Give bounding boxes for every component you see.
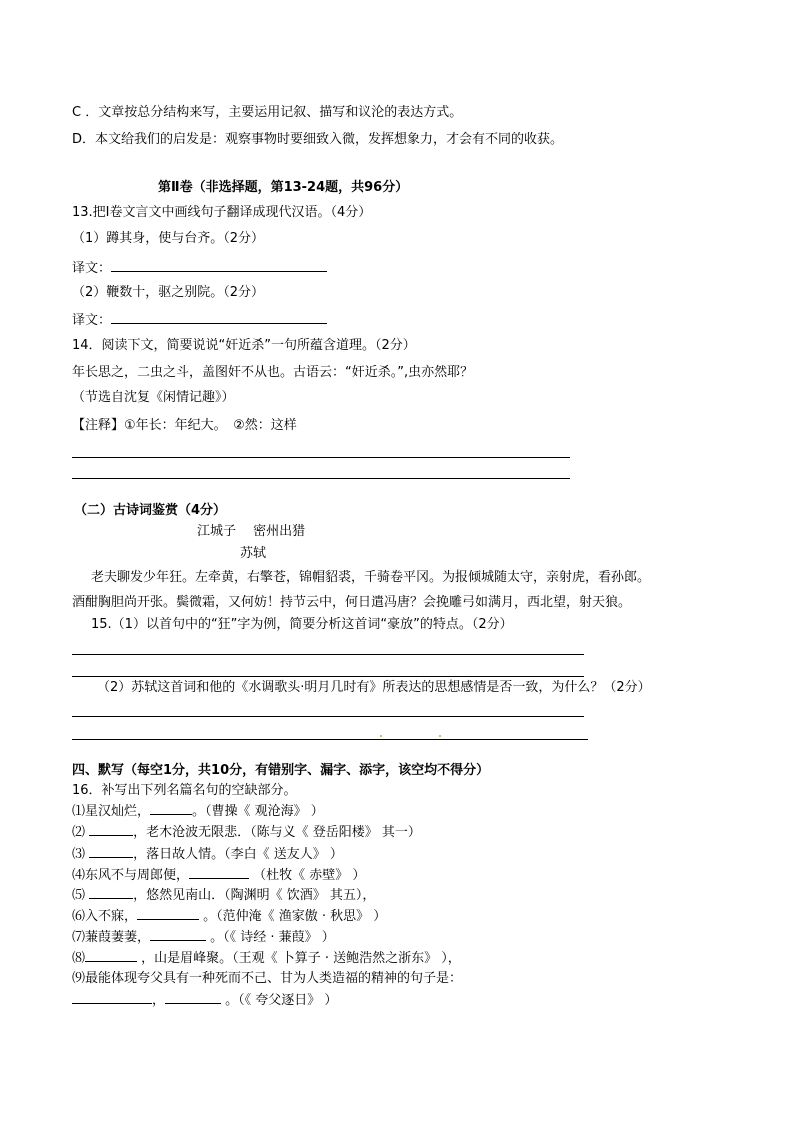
part2-title: 第Ⅱ卷（非选择题，第13-24题，共96分） [158,180,409,195]
dictation-heading: 四、默写（每空1分，共10分，有错别字、漏字、添字，该空均不得分） [72,763,490,778]
answer-rule[interactable] [72,676,584,677]
stray-mark [380,735,382,737]
option-d: D．本文给我们的启发是：观察事物时要细致入微，发挥想象力，才会有不同的收获。 [72,132,564,147]
answer-blank[interactable] [111,259,327,272]
poetry-heading: （二）古诗词鉴赏（4分） [74,503,227,518]
question-16: 16．补写出下列名篇名句的空缺部分。 [72,783,297,798]
question-14-source: （节选自沈复《闲情记趣》） [72,390,235,405]
question-14-note: 【注释】①年长：年纪大。 ②然：这样 [72,418,297,433]
poem-author: 苏轼 [240,546,267,561]
dictation-item-3: ⑶ ，落日故人情。（李白《 送友人》 ） [72,847,343,862]
stray-mark [439,735,441,737]
question-15-1: 15.（1）以首句中的“狂”字为例，简要分析这首词“豪放”的特点。（2分） [91,617,513,632]
answer-blank[interactable] [111,311,327,324]
question-13: 13.把Ⅰ卷文言文中画线句子翻译成现代汉语。（4分） [72,205,372,220]
answer-rule[interactable] [72,478,570,479]
translation-line-1 [72,259,327,278]
question-14: 14．阅读下文，简要说说“奸近杀”一句所蕴含道理。（2分） [72,338,416,353]
translation-label: 译文： [72,261,112,276]
dictation-item-6: ⑹入不寐， 。（范仲淹《 渔家傲 · 秋思》 ） [72,909,387,924]
fill-blank[interactable] [137,907,199,920]
answer-rule[interactable] [72,739,588,740]
dictation-item-7: ⑺蒹葭萋萋， 。（《 诗经 · 蒹葭》 ） [72,930,335,945]
question-14-text: 年长思之，二虫之斗，盖图奸不从也。古语云：“奸近杀。”,虫亦然耶？ [72,365,474,380]
question-15-2: （2）苏轼这首词和他的《水调歌头·明月几时有》所表达的思想感情是否一致，为什么？（2分） [97,680,651,695]
dictation-item-4: ⑷东风不与周郎便， （杜牧《 赤壁》 ） [72,868,366,883]
fill-blank[interactable] [189,866,249,879]
fill-blank[interactable] [89,823,133,836]
fill-blank[interactable] [89,845,133,858]
fill-blank[interactable] [150,802,192,815]
dictation-item-8: ⑻ ，山是眉峰聚。（王观《 卜算子 · 送鲍浩然之浙东》 ）， [72,951,461,966]
question-13-2: （2）鞭数十，驱之别院。（2分） [72,285,265,300]
translation-line-2 [72,311,327,330]
poem-line-1: 老夫聊发少年狂。左牵黄，右擎苍，锦帽貂裘，千骑卷平冈。为报倾城随太守，亲射虎，看孙郎。 [91,570,651,585]
dictation-item-9: ⑼最能体现夸父具有一种死而不己、甘为人类造福的精神的句子是： [72,971,463,986]
dictation-item-9-blanks: ， 。（《 夸父逐日》 ） [72,991,337,1010]
poem-line-2: 酒酣胸胆尚开张。鬓微霜，又何妨！持节云中，何日遣冯唐？会挽雕弓如满月，西北望，射天狼。 [72,595,632,610]
translation-label: 译文： [72,313,112,328]
fill-blank[interactable] [165,991,221,1004]
fill-blank[interactable] [72,991,152,1004]
fill-blank[interactable] [89,886,133,899]
dictation-item-1: ⑴星汉灿烂， 。（曹操《 观沧海》 ） [72,804,324,819]
poem-title: 江城子 密州出猎 [197,524,306,539]
question-13-1: （1）蹲其身，使与台齐。（2分） [72,231,265,246]
dictation-item-5: ⑸ ，悠然见南山．（陶渊明《 饮酒》 其五）， [72,888,376,903]
fill-blank[interactable] [150,928,206,941]
option-c: C ．文章按总分结构来写，主要运用记叙、描写和议沦的表达方式。 [72,105,463,120]
dictation-item-2: ⑵ ，老木沧波无限悲．（陈与义《 登岳阳楼》 其一） [72,825,421,840]
fill-blank[interactable] [85,949,137,962]
answer-rule[interactable] [72,654,584,655]
answer-rule[interactable] [72,457,570,458]
answer-rule[interactable] [72,716,584,717]
